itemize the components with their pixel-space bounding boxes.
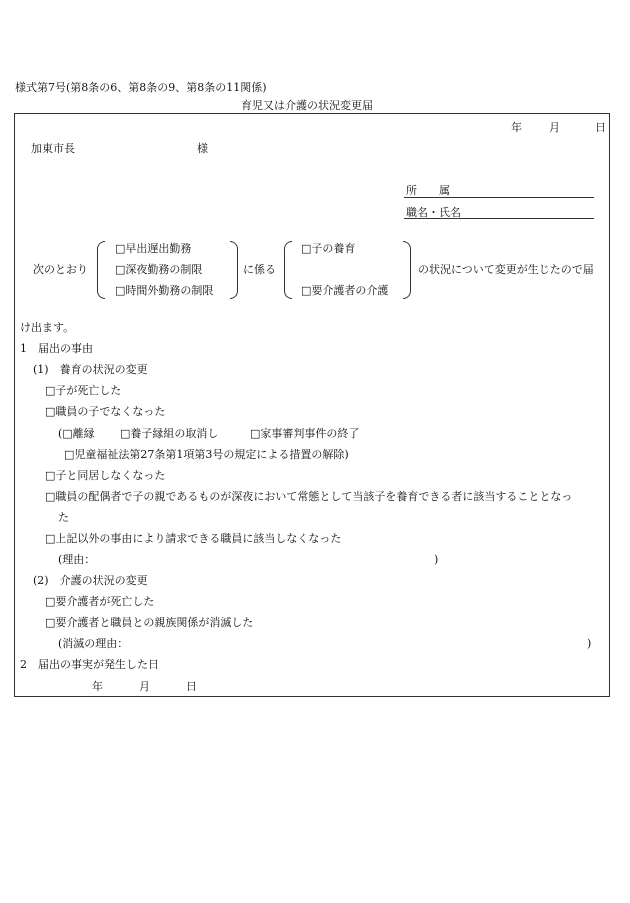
intro-suffix: の状況について変更が生じたので届 xyxy=(418,263,594,276)
item-other[interactable]: □上記以外の事由により請求できる職員に該当しなくなった xyxy=(45,532,342,545)
section2-heading: 2 届出の事実が発生した日 xyxy=(20,658,159,671)
reason-close: ) xyxy=(434,553,439,566)
addressee-honorific: 様 xyxy=(197,142,208,155)
item-relation-ended[interactable]: □要介護者と職員との親族関係が消滅した xyxy=(45,616,254,629)
intro-continuation: け出ます。 xyxy=(20,321,75,334)
detail-family-court[interactable]: □家事審判事件の終了 xyxy=(250,427,360,440)
right-bracket-icon xyxy=(230,241,238,299)
reason-label[interactable]: (理由： xyxy=(58,553,96,566)
item-not-child[interactable]: □職員の子でなくなった xyxy=(45,405,166,418)
affiliation-field[interactable] xyxy=(404,197,594,198)
section1-sub2-heading: (2) 介護の状況の変更 xyxy=(33,574,148,587)
intro-connector: に係る xyxy=(243,263,276,276)
item-care-died[interactable]: □要介護者が死亡した xyxy=(45,595,155,608)
option-night-work-limit[interactable]: □深夜勤務の制限 xyxy=(115,263,203,276)
position-name-field[interactable] xyxy=(404,218,594,219)
intro-prefix: 次のとおり xyxy=(33,263,88,276)
detail-dissolution[interactable]: (□離縁 xyxy=(58,427,95,440)
left-bracket-icon xyxy=(97,241,105,299)
position-name-label: 職名・氏名 xyxy=(406,206,461,219)
option-nursing-care[interactable]: □要介護者の介護 xyxy=(301,284,389,297)
occurrence-day-label: 日 xyxy=(186,680,197,693)
option-overtime-limit[interactable]: □時間外勤務の制限 xyxy=(115,284,214,297)
section1-sub1-heading: (1) 養育の状況の変更 xyxy=(33,363,148,376)
item-child-died[interactable]: □子が死亡した xyxy=(45,384,122,397)
affiliation-label: 所 属 xyxy=(406,184,450,197)
addressee-name: 加東市長 xyxy=(31,142,75,155)
left-bracket-icon xyxy=(284,241,292,299)
right-bracket-icon xyxy=(403,241,411,299)
date-month-label: 月 xyxy=(549,121,560,134)
item-spouse[interactable]: □職員の配偶者で子の親であるものが深夜において常態として当該子を養育できる者に該当することとなっ xyxy=(45,490,573,503)
detail-adoption-cancel[interactable]: □養子縁組の取消し xyxy=(120,427,219,440)
extinction-reason-label[interactable]: (消滅の理由： xyxy=(58,637,129,650)
extinction-reason-close: ) xyxy=(587,637,592,650)
detail-child-welfare[interactable]: □児童福祉法第27条第1項第3号の規定による措置の解除) xyxy=(64,448,349,461)
option-child-care[interactable]: □子の養育 xyxy=(301,242,356,255)
date-day-label: 日 xyxy=(595,121,606,134)
occurrence-year-label: 年 xyxy=(92,680,103,693)
item-not-living[interactable]: □子と同居しなくなった xyxy=(45,469,166,482)
form-title: 育児又は介護の状況変更届 xyxy=(241,99,373,112)
option-early-late-shift[interactable]: □早出遅出勤務 xyxy=(115,242,192,255)
date-year-label: 年 xyxy=(511,121,522,134)
item-spouse-continuation: た xyxy=(58,511,69,524)
section1-heading: 1 届出の事由 xyxy=(20,342,93,355)
form-number: 様式第7号(第8条の6、第8条の9、第8条の11関係) xyxy=(15,81,267,94)
occurrence-month-label: 月 xyxy=(139,680,150,693)
